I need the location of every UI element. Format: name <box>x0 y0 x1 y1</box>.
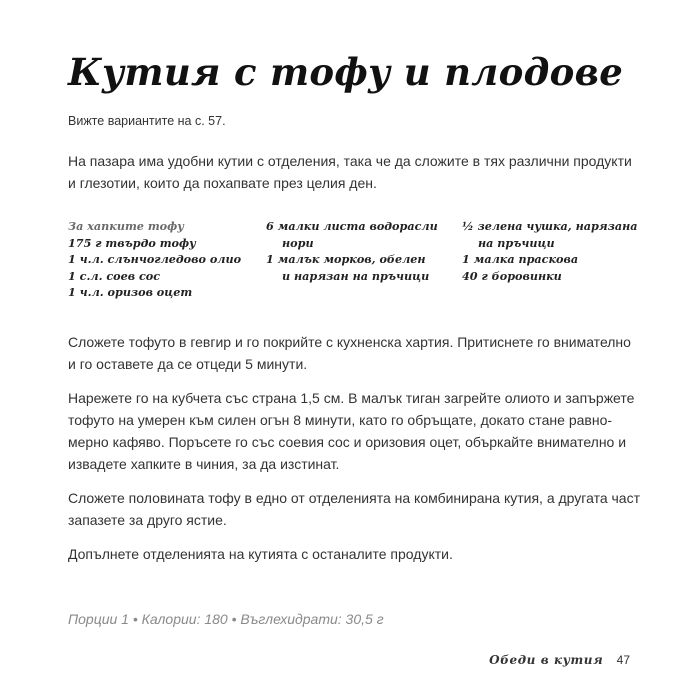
ingredients-column-3 <box>462 218 652 284</box>
nutrition-info: Порции 1 • Калории: 180 • Въглехидрати: 30,5 г <box>68 611 384 627</box>
see-variations-note: Вижте вариантите на с. 57. <box>68 114 226 128</box>
ingredients-column-2 <box>266 218 456 284</box>
ingredient-item: 1 с.л. соев сос <box>68 268 161 283</box>
method-paragraph: Сложете половината тофу в едно от отделенията на комбинирана кутия, а другата част запазете за друго ястие. <box>68 490 641 528</box>
method-paragraph: Нарежете го на кубчета със страна 1,5 см. В малък тиган загрейте олиото и запържете тофуто на умерен към силен огън 8 минути, като го обръщате, докато стане равно- мерно кафяво. Поръсете го със соевия сос и оризовия оцет, объркайте внимателно и извадете хапките в чиния, за да изстинат. <box>68 390 635 472</box>
recipe-title: Кутия с тофу и плодове <box>68 50 624 94</box>
recipe-intro <box>68 150 638 194</box>
intro-line: На пазара има удобни кутии с отделения, така че да сложите в тях различни продукти и глезотии, които да похапвате през целия ден. <box>68 153 632 191</box>
ingredients-column-1 <box>68 218 241 301</box>
method-paragraph: Допълнете отделенията на кутията с останалите продукти. <box>68 546 453 562</box>
ingredient-item: 1 ч.л. слънчогледово олио <box>68 252 242 266</box>
ingredient-item: 1 ч.л. оризов оцет <box>68 285 193 299</box>
ingredient-item: 6 малки листа водорасли нори <box>266 219 438 250</box>
ingredient-item: 40 г боровинки <box>462 268 562 283</box>
method-paragraph: Сложете тофуто в гевгир и го покрийте с кухненска хартия. Притиснете го внимателно и го оставете да се отцеди 5 минути. <box>68 334 631 372</box>
page-footer <box>489 653 630 667</box>
ingredient-item: 1 малък морков, обелен и нарязан на пръчици <box>266 252 430 283</box>
ingredient-item: 1 малка праскова <box>462 252 579 266</box>
method-steps <box>68 331 640 577</box>
ingredient-item: ½ зелена чушка, нарязана на пръчици <box>462 219 638 250</box>
ingredient-item: 175 г твърдо тофу <box>68 235 196 250</box>
section-name: Обеди в кутия <box>489 653 604 667</box>
page-number: 47 <box>616 653 630 667</box>
ingredients-subheading: За хапките тофу <box>68 219 184 233</box>
